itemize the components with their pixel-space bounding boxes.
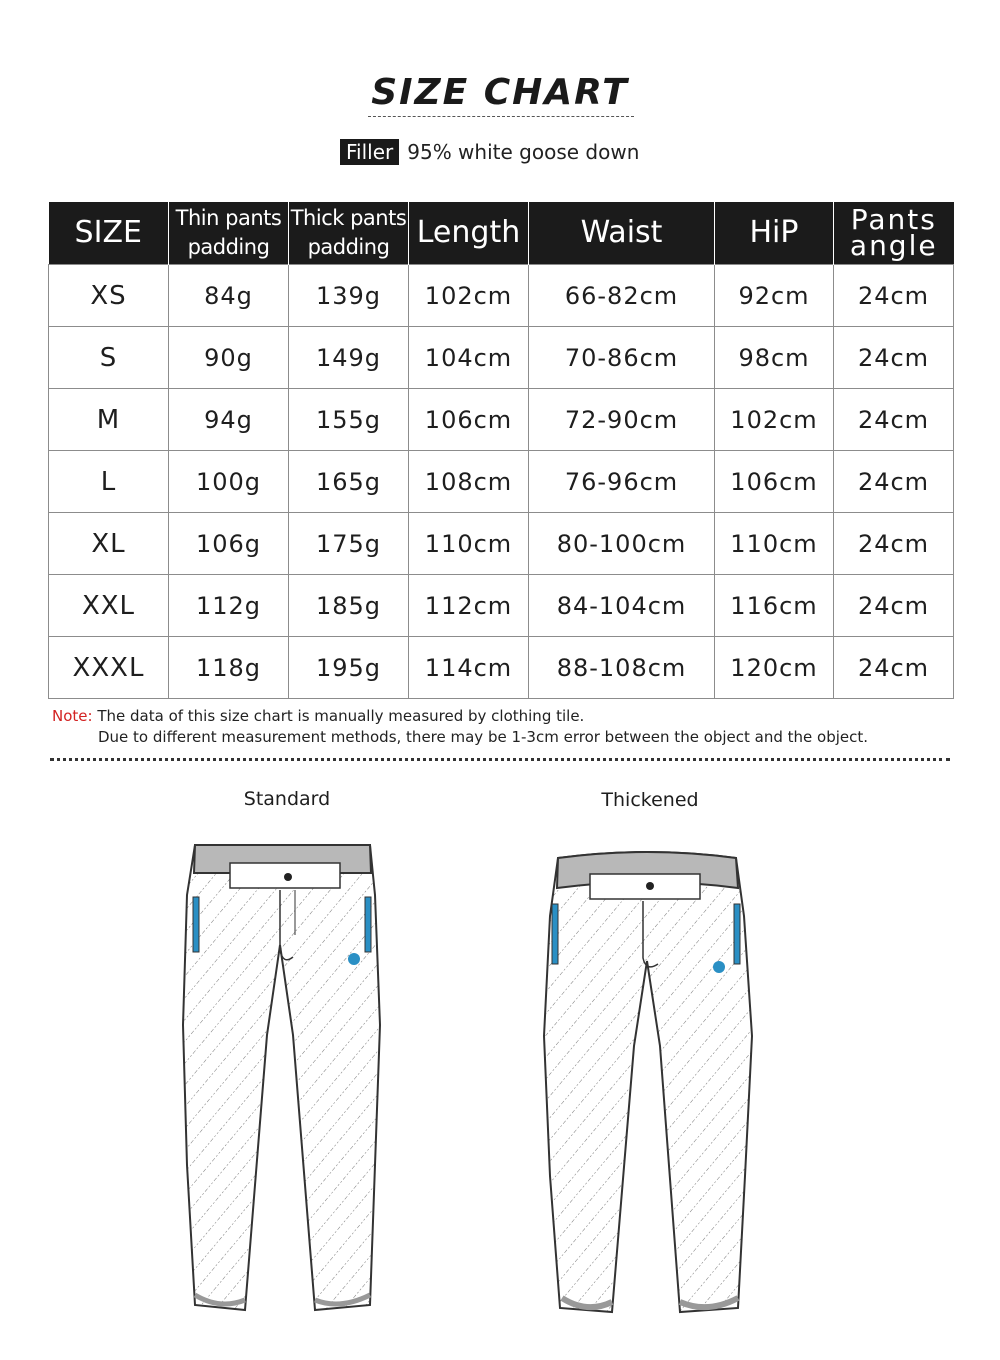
size-table <box>48 202 954 699</box>
cell-thin-padding: 100g <box>169 451 289 513</box>
cell-thick-padding: 155g <box>289 389 409 451</box>
cell-hip: 116cm <box>715 575 834 637</box>
header-thin-padding: Thin pants padding <box>169 202 289 265</box>
size-note <box>52 706 868 748</box>
filler-info <box>340 138 639 166</box>
dotted-divider <box>50 758 950 761</box>
table-row <box>49 513 954 575</box>
cell-length: 112cm <box>409 575 529 637</box>
cell-thick-padding: 185g <box>289 575 409 637</box>
cell-hip: 98cm <box>715 327 834 389</box>
cell-pants-angle: 24cm <box>834 451 954 513</box>
note-line-2: Due to different measurement methods, there may be 1-3cm error between the object and the object. <box>98 728 869 746</box>
cell-thin-padding: 118g <box>169 637 289 699</box>
thickened-caption: Thickened <box>601 789 699 811</box>
header-pants-angle: Pants angle <box>834 202 954 265</box>
cell-size: M <box>49 389 169 451</box>
table-row <box>49 451 954 513</box>
cell-thick-padding: 175g <box>289 513 409 575</box>
header-size: SIZE <box>49 202 169 265</box>
header-hip: HiP <box>715 202 834 265</box>
cell-pants-angle: 24cm <box>834 575 954 637</box>
cell-thin-padding: 106g <box>169 513 289 575</box>
cell-length: 106cm <box>409 389 529 451</box>
cell-thick-padding: 195g <box>289 637 409 699</box>
cell-thin-padding: 84g <box>169 265 289 327</box>
size-chart-title: SIZE CHART <box>371 72 629 113</box>
header-length: Length <box>409 202 529 265</box>
cell-length: 114cm <box>409 637 529 699</box>
cell-waist: 76-96cm <box>529 451 715 513</box>
cell-waist: 70-86cm <box>529 327 715 389</box>
cell-size: XS <box>49 265 169 327</box>
cell-thin-padding: 112g <box>169 575 289 637</box>
cell-waist: 66-82cm <box>529 265 715 327</box>
standard-caption: Standard <box>243 788 331 810</box>
cell-pants-angle: 24cm <box>834 327 954 389</box>
filler-text: 95% white goose down <box>407 140 640 164</box>
cell-size: S <box>49 327 169 389</box>
cell-length: 110cm <box>409 513 529 575</box>
table-row <box>49 389 954 451</box>
table-header-row <box>49 202 954 265</box>
table-row <box>49 327 954 389</box>
cell-waist: 84-104cm <box>529 575 715 637</box>
note-line-1: The data of this size chart is manually measured by clothing tile. <box>97 707 585 725</box>
header-thick-padding: Thick pants padding <box>289 202 409 265</box>
cell-pants-angle: 24cm <box>834 637 954 699</box>
cell-thick-padding: 165g <box>289 451 409 513</box>
cell-hip: 106cm <box>715 451 834 513</box>
table-row <box>49 575 954 637</box>
cell-thin-padding: 90g <box>169 327 289 389</box>
note-label: Note: <box>52 707 93 725</box>
cell-waist: 72-90cm <box>529 389 715 451</box>
cell-thin-padding: 94g <box>169 389 289 451</box>
table-row <box>49 637 954 699</box>
filler-tag: Filler <box>340 139 399 165</box>
cell-waist: 80-100cm <box>529 513 715 575</box>
title-divider <box>368 116 634 117</box>
cell-waist: 88-108cm <box>529 637 715 699</box>
thickened-pants-illustration <box>540 846 755 1331</box>
cell-pants-angle: 24cm <box>834 389 954 451</box>
cell-hip: 120cm <box>715 637 834 699</box>
cell-pants-angle: 24cm <box>834 513 954 575</box>
cell-thick-padding: 139g <box>289 265 409 327</box>
cell-size: L <box>49 451 169 513</box>
cell-size: XL <box>49 513 169 575</box>
cell-length: 108cm <box>409 451 529 513</box>
header-waist: Waist <box>529 202 715 265</box>
cell-size: XXL <box>49 575 169 637</box>
cell-size: XXXL <box>49 637 169 699</box>
cell-hip: 110cm <box>715 513 834 575</box>
standard-pants-illustration <box>175 835 385 1325</box>
cell-length: 104cm <box>409 327 529 389</box>
cell-hip: 92cm <box>715 265 834 327</box>
cell-pants-angle: 24cm <box>834 265 954 327</box>
table-row <box>49 265 954 327</box>
cell-length: 102cm <box>409 265 529 327</box>
cell-thick-padding: 149g <box>289 327 409 389</box>
cell-hip: 102cm <box>715 389 834 451</box>
